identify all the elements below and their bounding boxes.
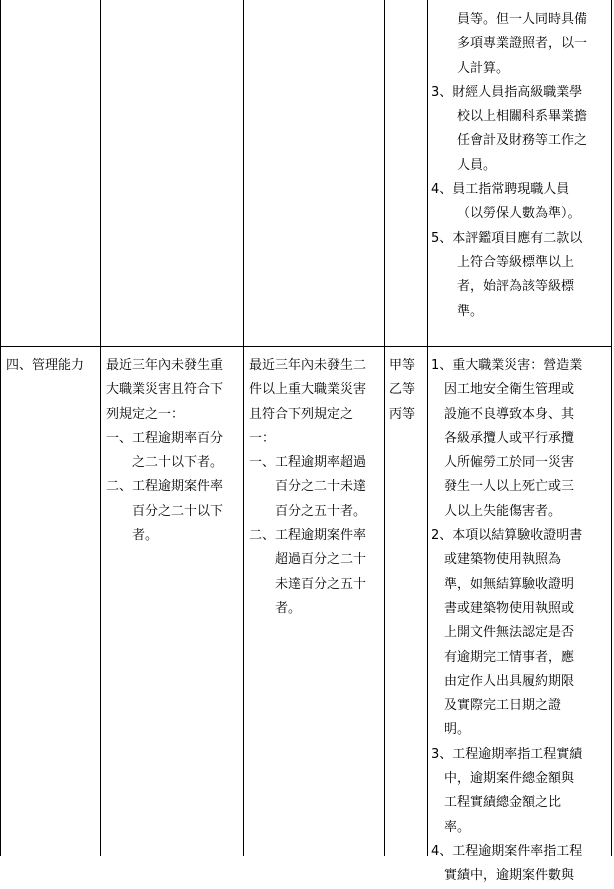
remark-line: 任會計及財務等工作之: [457, 133, 588, 149]
grade-label: 丙等: [389, 406, 416, 422]
remark-line: 2、本項以結算驗收證明書: [431, 528, 583, 544]
remark-line: 校以上相關科系畢業擔: [457, 109, 588, 125]
remark-line: 人所僱勞工於同一災害: [431, 455, 575, 471]
standard-line: 者。: [249, 600, 302, 616]
column-divider-1: [100, 0, 101, 856]
remark-line: 3、財經人員指高級職業學: [431, 84, 583, 100]
row-divider: [0, 346, 612, 347]
remark-line: 5、本評鑑項目應有二款以: [431, 230, 583, 246]
standard-line: 百分之五十者。: [249, 503, 367, 519]
remark-line: 4、工程逾期案件率指工程: [431, 843, 583, 859]
standard-line: 件以上重大職業災害: [249, 382, 367, 398]
remark-line: 中，逾期案件總金額與: [431, 771, 575, 787]
standard-line: 大職業災害且符合下: [106, 382, 224, 398]
remark-line: 上符合等級標準以上: [457, 254, 575, 270]
remark-line: 員等。但一人同時具備: [457, 12, 588, 27]
remark-line: 3、工程逾期率指工程實績: [431, 746, 583, 762]
standard-line: 百分之二十以下: [106, 503, 224, 519]
standard-a-cell: [106, 354, 223, 548]
standard-line: 二、工程逾期案件率: [106, 479, 224, 495]
standard-line: 一：: [249, 430, 276, 446]
remark-line: 1、重大職業災害：營造業: [431, 358, 583, 373]
table-border-right: [611, 0, 612, 856]
remark-line: 者，始評為該等級標: [457, 279, 575, 295]
standard-line: 之二十以下者。: [106, 455, 224, 471]
remark-line: 準，如無結算驗收證明: [431, 576, 575, 592]
remarks-cell: [431, 354, 582, 889]
remark-line: 發生一人以上死亡或三: [431, 479, 575, 495]
standard-line: 一、工程逾期率超過: [249, 455, 367, 471]
remark-line: 多項專業證照者，以一: [457, 36, 588, 52]
remark-line: 上開文件無法認定是否: [431, 625, 575, 641]
standard-line: 一、工程逾期率百分: [106, 430, 224, 446]
standard-line: 者。: [106, 528, 159, 544]
remark-line: 因工地安全衛生管理或: [431, 382, 575, 398]
item-cell: [6, 354, 84, 378]
previous-row-remarks: [431, 8, 587, 324]
remark-line: 書或建築物使用執照或: [431, 600, 575, 616]
standard-line: 且符合下列規定之: [249, 406, 354, 422]
column-divider-4: [427, 0, 428, 856]
remark-line: 4、員工指常聘現職人員: [431, 182, 570, 198]
remark-line: 或建築物使用執照為: [431, 552, 562, 568]
remark-line: 明。: [431, 722, 471, 738]
remark-line: 有逾期完工情事者，應: [431, 649, 575, 665]
remark-line: 由定作人出具履約期限: [431, 673, 575, 689]
remark-line: 各級承攬人或平行承攬: [431, 430, 575, 446]
remark-line: 率。: [431, 819, 471, 835]
remark-line: 及實際完工日期之證: [431, 698, 562, 714]
remark-line: 準。: [457, 303, 484, 319]
remark-line: 實績中，逾期案件數與: [431, 868, 575, 884]
standard-line: 列規定之一：: [106, 406, 185, 422]
standard-line: 超過百分之二十: [249, 552, 367, 568]
standard-line: 未達百分之五十: [249, 576, 367, 592]
standard-line: 二、工程逾期案件率: [249, 528, 367, 544]
remark-line: 人以上失能傷害者。: [431, 503, 562, 519]
item-label: 四、管理能力: [6, 358, 85, 373]
standard-line: 最近三年內未發生二: [249, 358, 367, 373]
remark-line: 工程實績總金額之比: [431, 795, 562, 811]
remark-line: 設施不良導致本身、其: [431, 406, 575, 422]
column-divider-2: [243, 0, 244, 856]
remark-line: （以勞保人數為準）。: [457, 206, 581, 222]
column-divider-3: [384, 0, 385, 856]
table-border-left: [0, 0, 1, 856]
grade-label: 甲等: [389, 358, 416, 373]
grade-label: 乙等: [389, 382, 416, 398]
standard-line: 百分之二十未達: [249, 479, 367, 495]
standard-b-cell: [249, 354, 366, 621]
grade-cell: [389, 354, 415, 427]
standard-line: 最近三年內未發生重: [106, 358, 224, 373]
remark-line: 人計算。: [457, 60, 510, 76]
remark-line: 人員。: [457, 157, 497, 173]
